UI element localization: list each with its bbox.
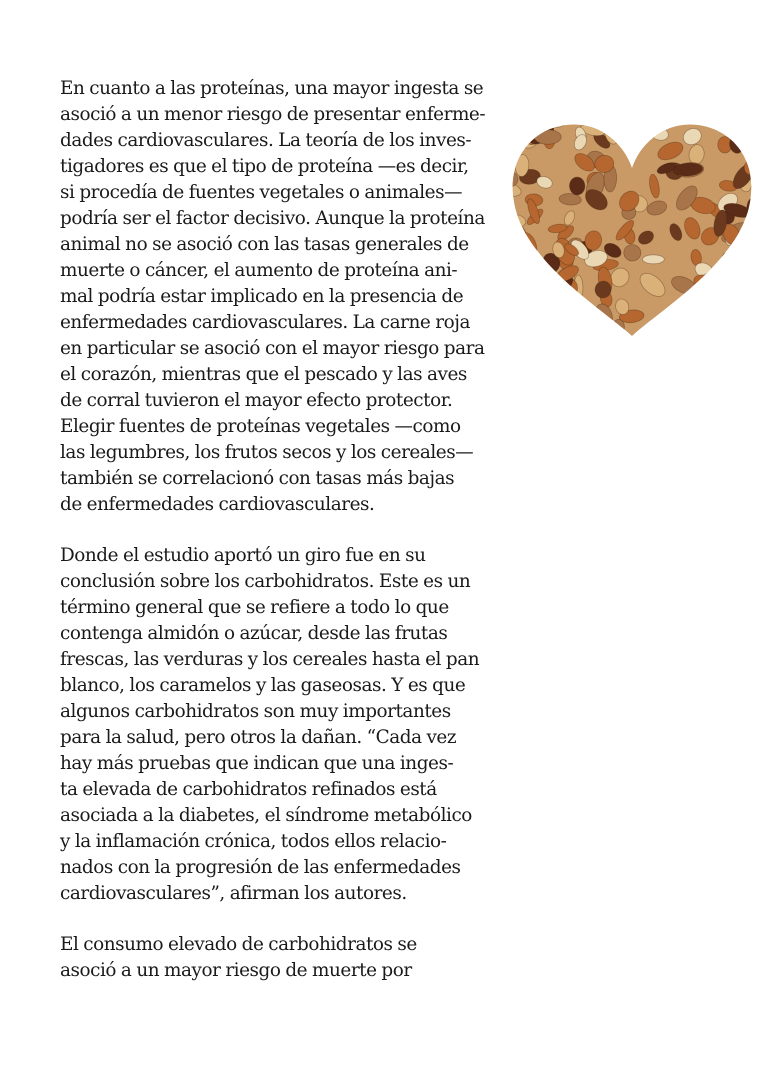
text-line: también se correlacionó con tasas más bajas: [60, 468, 455, 489]
text-line: si procedía de fuentes vegetales o animales—: [60, 182, 463, 203]
nut: [662, 106, 678, 116]
nut: [517, 274, 548, 299]
nut: [570, 313, 592, 338]
nut: [511, 268, 535, 287]
text-line: asoció a un menor riesgo de presentar enferme-: [60, 104, 486, 125]
nut-cluster: [508, 106, 756, 338]
nut: [570, 318, 582, 338]
nut: [723, 106, 756, 128]
text-line: contenga almidón o azúcar, desde las frutas: [60, 623, 448, 644]
nut: [623, 109, 644, 140]
nut: [636, 107, 647, 129]
text-line: animal no se asoció con las tasas generales de: [60, 234, 469, 255]
nut: [534, 130, 561, 145]
text-line: de corral tuvieron el mayor efecto protector.: [60, 390, 453, 411]
nut: [566, 106, 590, 119]
text-line: blanco, los caramelos y las gaseosas. Y es que: [60, 675, 466, 696]
nut: [572, 314, 592, 338]
nut: [735, 277, 756, 306]
nut: [696, 327, 711, 338]
text-line: en particular se asoció con el mayor riesgo para: [60, 338, 485, 359]
nut: [618, 106, 643, 127]
paragraph-consumption: [60, 932, 510, 984]
nut: [673, 316, 695, 338]
text-line: En cuanto a las proteínas, una mayor ingesta se: [60, 78, 484, 99]
text-line: asociada a la diabetes, el síndrome metabólico: [60, 805, 472, 826]
nut: [749, 106, 756, 117]
text-line: Elegir fuentes de proteínas vegetales —como: [60, 416, 461, 437]
nut: [604, 107, 630, 140]
nut: [534, 261, 545, 289]
nut: [732, 282, 754, 301]
nut: [663, 310, 682, 328]
nut: [620, 110, 641, 126]
text-line: enfermedades cardiovasculares. La carne roja: [60, 312, 470, 333]
nut: [743, 248, 756, 269]
text-line: muerte o cáncer, el aumento de proteína ani-: [60, 260, 458, 281]
nut: [720, 266, 733, 282]
text-line: frescas, las verduras y los cereales hasta el pan: [60, 649, 480, 670]
text-line: conclusión sobre los carbohidratos. Este es un: [60, 571, 471, 592]
nut: [556, 293, 574, 305]
text-line: Donde el estudio aportó un giro fue en su: [60, 545, 426, 566]
nut: [706, 271, 730, 289]
paragraph-carbohydrates: [60, 543, 510, 907]
nut: [667, 313, 685, 330]
nut: [627, 106, 645, 125]
nut: [524, 284, 553, 297]
text-line: las legumbres, los frutos secos y los cereales—: [60, 442, 474, 463]
text-line: podría ser el factor decisivo. Aunque la proteína: [60, 208, 485, 229]
text-line: mal podría estar implicado en la presencia de: [60, 286, 464, 307]
text-line: ta elevada de carbohidratos refinados está: [60, 779, 437, 800]
nut: [535, 322, 553, 338]
nut: [742, 106, 756, 115]
text-line: y la inflamación crónica, todos ellos relacio-: [60, 831, 447, 852]
nut: [545, 291, 562, 311]
text-line: algunos carbohidratos son muy importantes: [60, 701, 451, 722]
text-line: el corazón, mientras que el pescado y las aves: [60, 364, 467, 385]
text-line: nados con la progresión de las enfermedades: [60, 857, 461, 878]
nut: [519, 106, 541, 130]
nut: [520, 116, 538, 128]
nut: [569, 177, 585, 195]
nut: [735, 305, 756, 337]
paragraph-proteins: [60, 76, 510, 518]
text-line: asoció a un mayor riesgo de muerte por: [60, 960, 412, 981]
text-line: tigadores es que el tipo de proteína —es decir,: [60, 156, 469, 177]
text-line: cardiovasculares”, afirman los autores.: [60, 883, 407, 904]
text-line: hay más pruebas que indican que una inges-: [60, 753, 454, 774]
article-body: [60, 76, 510, 1009]
nut-heart-image: [508, 106, 756, 338]
nut: [508, 125, 523, 148]
nut: [541, 106, 557, 119]
nut: [634, 106, 656, 122]
text-line: de enfermedades cardiovasculares.: [60, 494, 375, 515]
nut: [741, 244, 756, 257]
nut: [675, 106, 692, 119]
nut: [643, 255, 665, 264]
text-line: El consumo elevado de carbohidratos se: [60, 934, 417, 955]
nut: [731, 119, 752, 135]
nut: [533, 106, 544, 123]
text-line: para la salud, pero otros la dañan. “Cada vez: [60, 727, 457, 748]
nut: [513, 272, 526, 295]
text-line: dades cardiovasculares. La teoría de los inves-: [60, 130, 472, 151]
text-line: término general que se refiere a todo lo que: [60, 597, 449, 618]
